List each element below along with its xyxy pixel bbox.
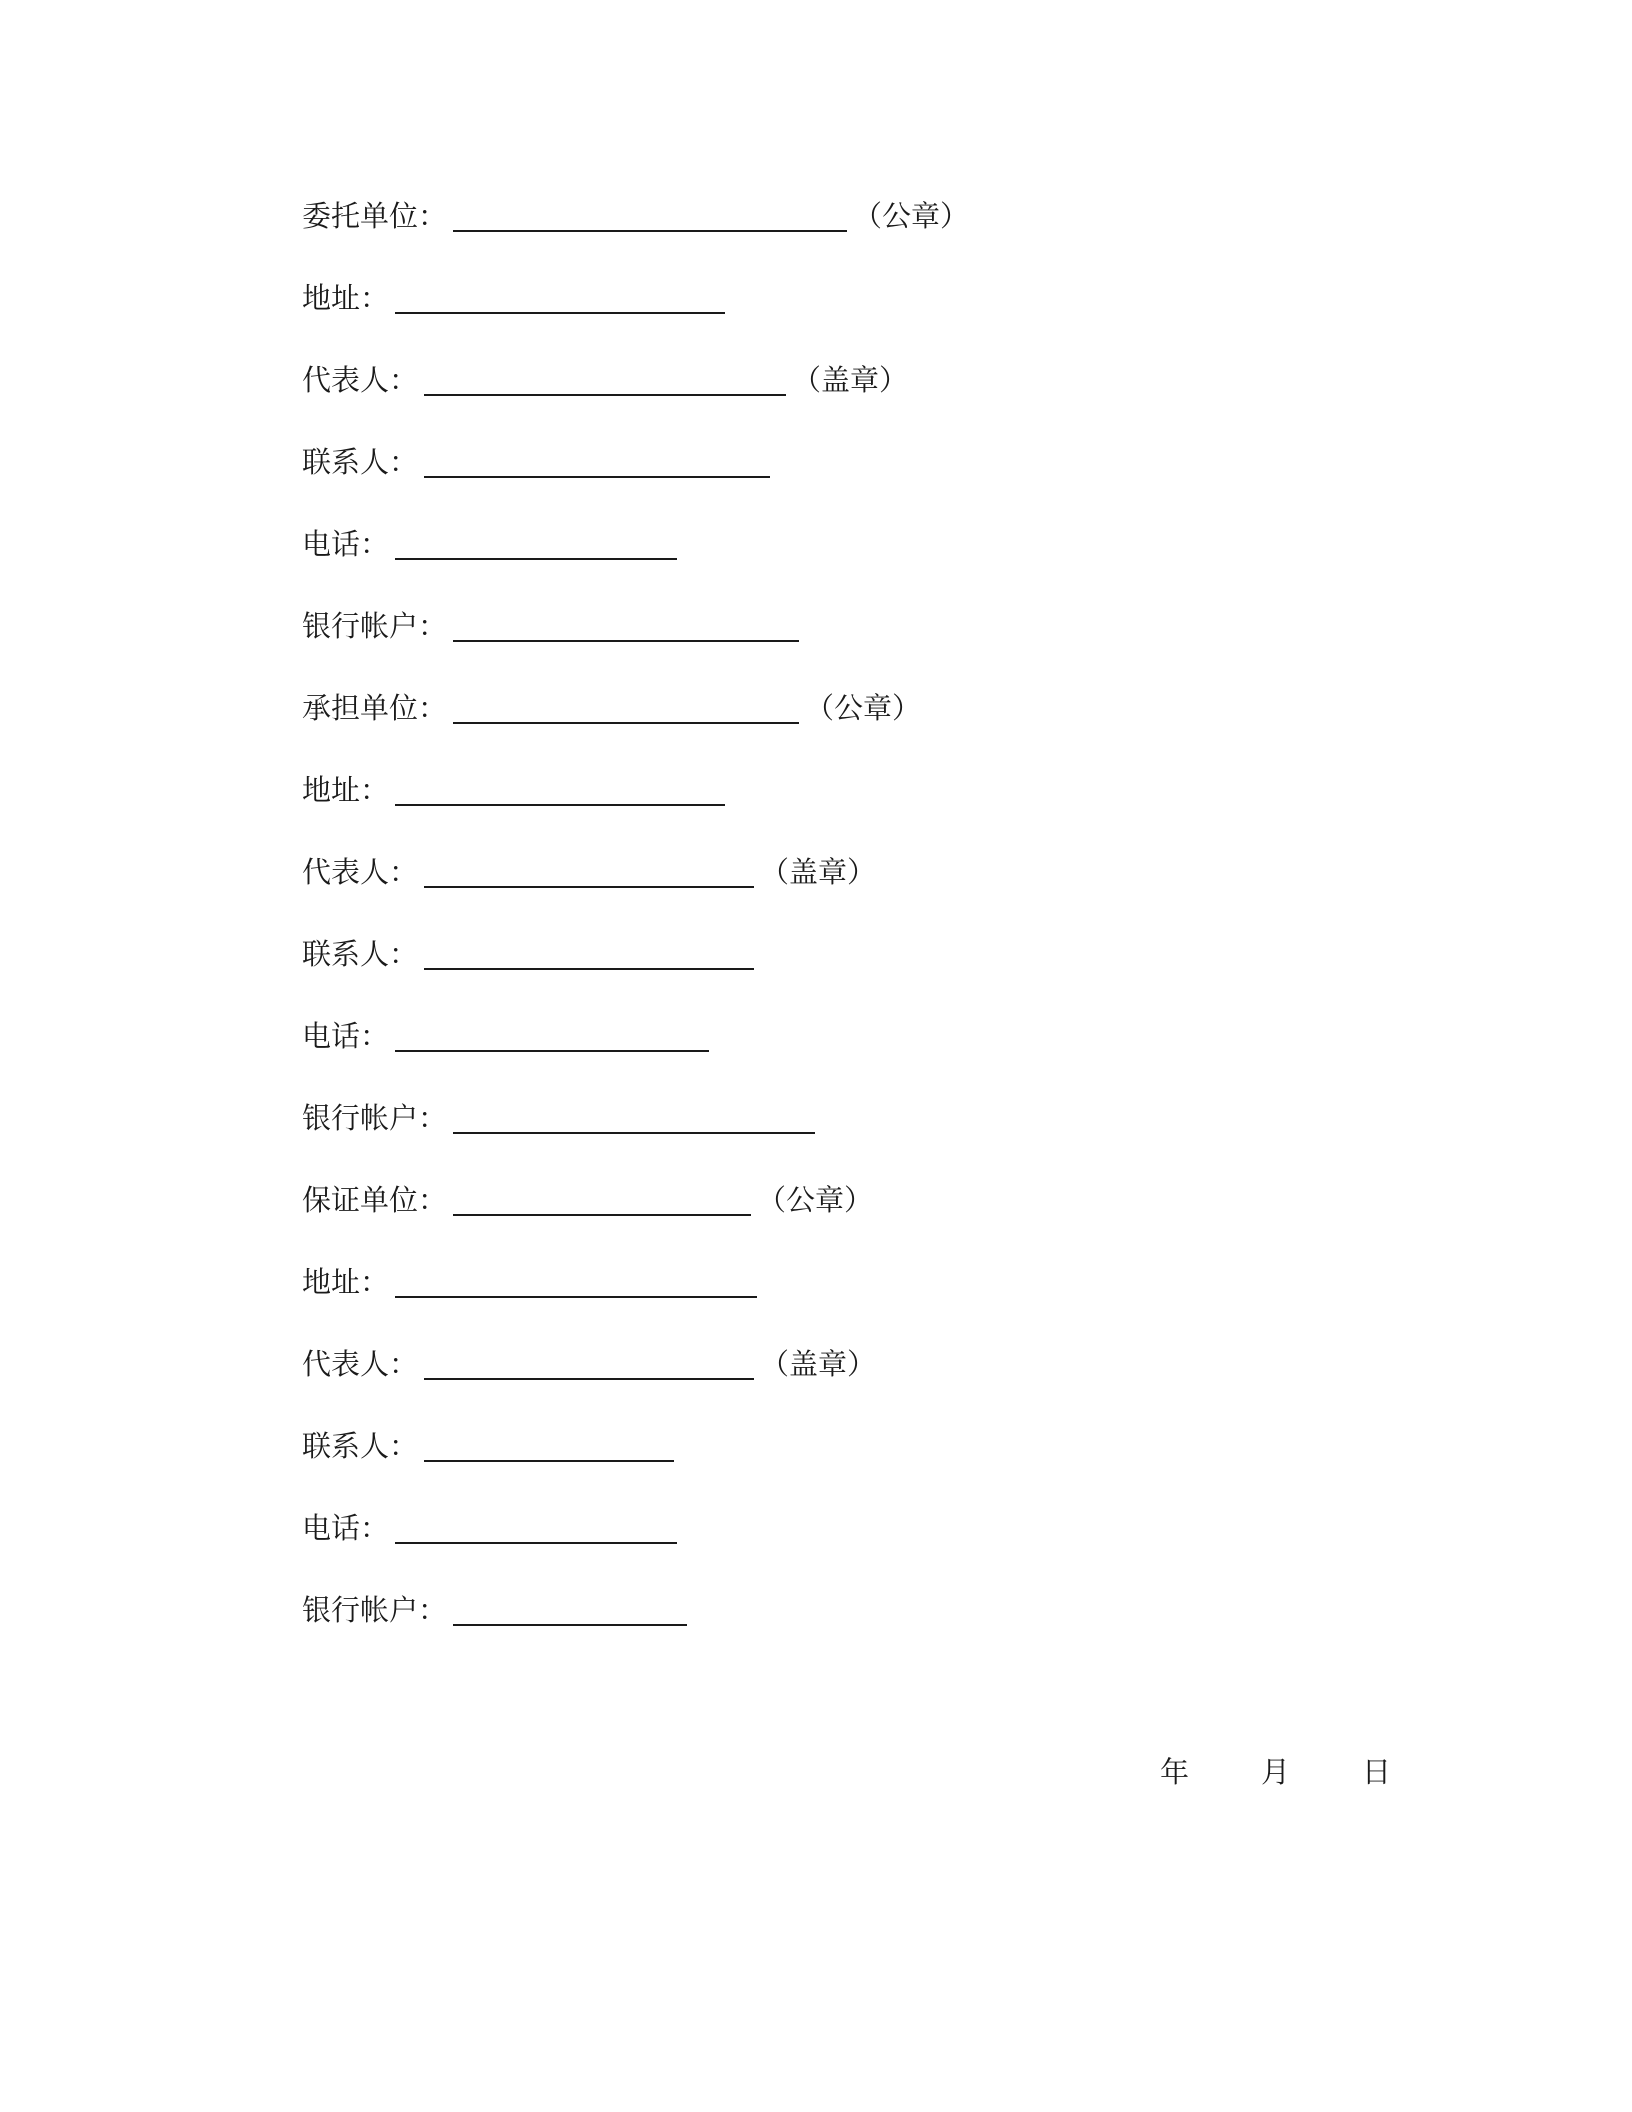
undertaker-address-blank[interactable] [395,774,725,806]
guarantor-address-row [302,1258,763,1302]
guarantor-bank-account-row [302,1586,693,1630]
guarantor-contact-blank[interactable] [424,1430,674,1462]
seal-note: （盖章） [760,1347,877,1381]
client-bank-account-row [302,602,805,646]
client-phone-row [302,520,683,564]
undertaker-bank-account-blank[interactable] [453,1102,815,1134]
undertaker-representative-row [302,848,876,892]
field-label: 保证单位： [302,1183,448,1217]
client-contact-blank[interactable] [424,446,770,478]
month-label: 月 [1261,1755,1291,1789]
guarantor-bank-account-blank[interactable] [453,1594,687,1626]
field-label: 代表人： [302,1347,419,1381]
client-address-row [302,274,731,318]
field-label: 代表人： [302,855,419,889]
field-label: 代表人： [302,363,419,397]
undertaker-contact-row [302,930,760,974]
undertaker-phone-row [302,1012,715,1056]
field-label: 地址： [302,281,390,315]
field-label: 银行帐户： [302,1593,448,1627]
guarantor-phone-blank[interactable] [395,1512,677,1544]
field-label: 电话： [302,1019,390,1053]
field-label: 地址： [302,773,390,807]
undertaker-contact-blank[interactable] [424,938,754,970]
guarantor-contact-row [302,1422,680,1466]
seal-note: （公章） [805,691,922,725]
guarantor-representative-row [302,1340,876,1384]
undertaker-unit-blank[interactable] [453,692,799,724]
undertaker-address-row [302,766,731,810]
field-label: 委托单位： [302,199,448,233]
guarantor-representative-blank[interactable] [424,1348,754,1380]
client-unit-blank[interactable] [453,200,847,232]
guarantor-unit-row [302,1176,873,1220]
client-unit-row [302,192,969,236]
guarantor-address-blank[interactable] [395,1266,757,1298]
undertaker-phone-blank[interactable] [395,1020,709,1052]
client-address-blank[interactable] [395,282,725,314]
guarantor-unit-blank[interactable] [453,1184,751,1216]
client-bank-account-blank[interactable] [453,610,799,642]
undertaker-unit-row [302,684,921,728]
client-contact-row [302,438,776,482]
day-label: 日 [1362,1755,1392,1789]
field-label: 联系人： [302,937,419,971]
seal-note: （盖章） [760,855,877,889]
field-label: 承担单位： [302,691,448,725]
undertaker-bank-account-row [302,1094,821,1138]
seal-note: （公章） [757,1183,874,1217]
undertaker-representative-blank[interactable] [424,856,754,888]
client-phone-blank[interactable] [395,528,677,560]
client-representative-blank[interactable] [424,364,786,396]
field-label: 银行帐户： [302,609,448,643]
field-label: 银行帐户： [302,1101,448,1135]
field-label: 电话： [302,527,390,561]
field-label: 地址： [302,1265,390,1299]
year-label: 年 [1160,1755,1190,1789]
seal-note: （公章） [853,199,970,233]
field-label: 联系人： [302,1429,419,1463]
date-line [1160,1752,1391,1792]
field-label: 电话： [302,1511,390,1545]
seal-note: （盖章） [792,363,909,397]
guarantor-phone-row [302,1504,683,1548]
client-representative-row [302,356,908,400]
field-label: 联系人： [302,445,419,479]
